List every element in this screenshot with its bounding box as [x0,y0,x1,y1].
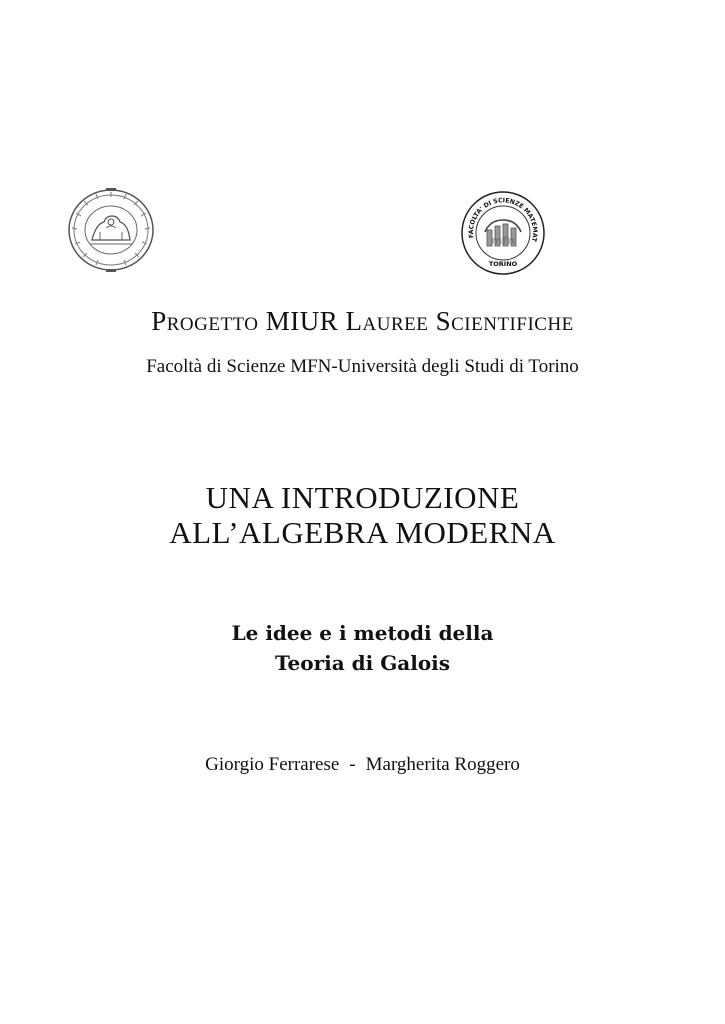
university-seal-icon [66,188,156,272]
faculty-affiliation: Facoltà di Scienze MFN-Università degli Studi di Torino [146,356,579,377]
project-title: Progetto MIUR Lauree Scientifiche [151,306,574,336]
seal-city-text: TORINO [488,260,518,268]
authors [0,754,725,776]
main-title [0,480,725,550]
faculty-mfn-seal-logo [460,190,546,276]
author-name-2: Margherita Roggero [365,754,520,775]
author-separator: - [349,754,356,775]
main-title-line-2: ALL’ALGEBRA MODERNA [169,515,556,550]
subtitle-line-2: Teoria di Galois [274,651,451,675]
university-seal-logo [66,188,156,272]
faculty-seal-icon [460,190,546,276]
subtitle-line-1: Le idee e i metodi della [231,621,494,645]
main-title-line-1: UNA INTRODUZIONE [205,480,520,515]
seal-ring-text: FACOLTA' DI SCIENZE MATEMAT [467,197,539,243]
seal-monogram: mfn [490,234,516,247]
subtitle [0,618,725,678]
author-name-1: Giorgio Ferrarese [205,754,340,775]
